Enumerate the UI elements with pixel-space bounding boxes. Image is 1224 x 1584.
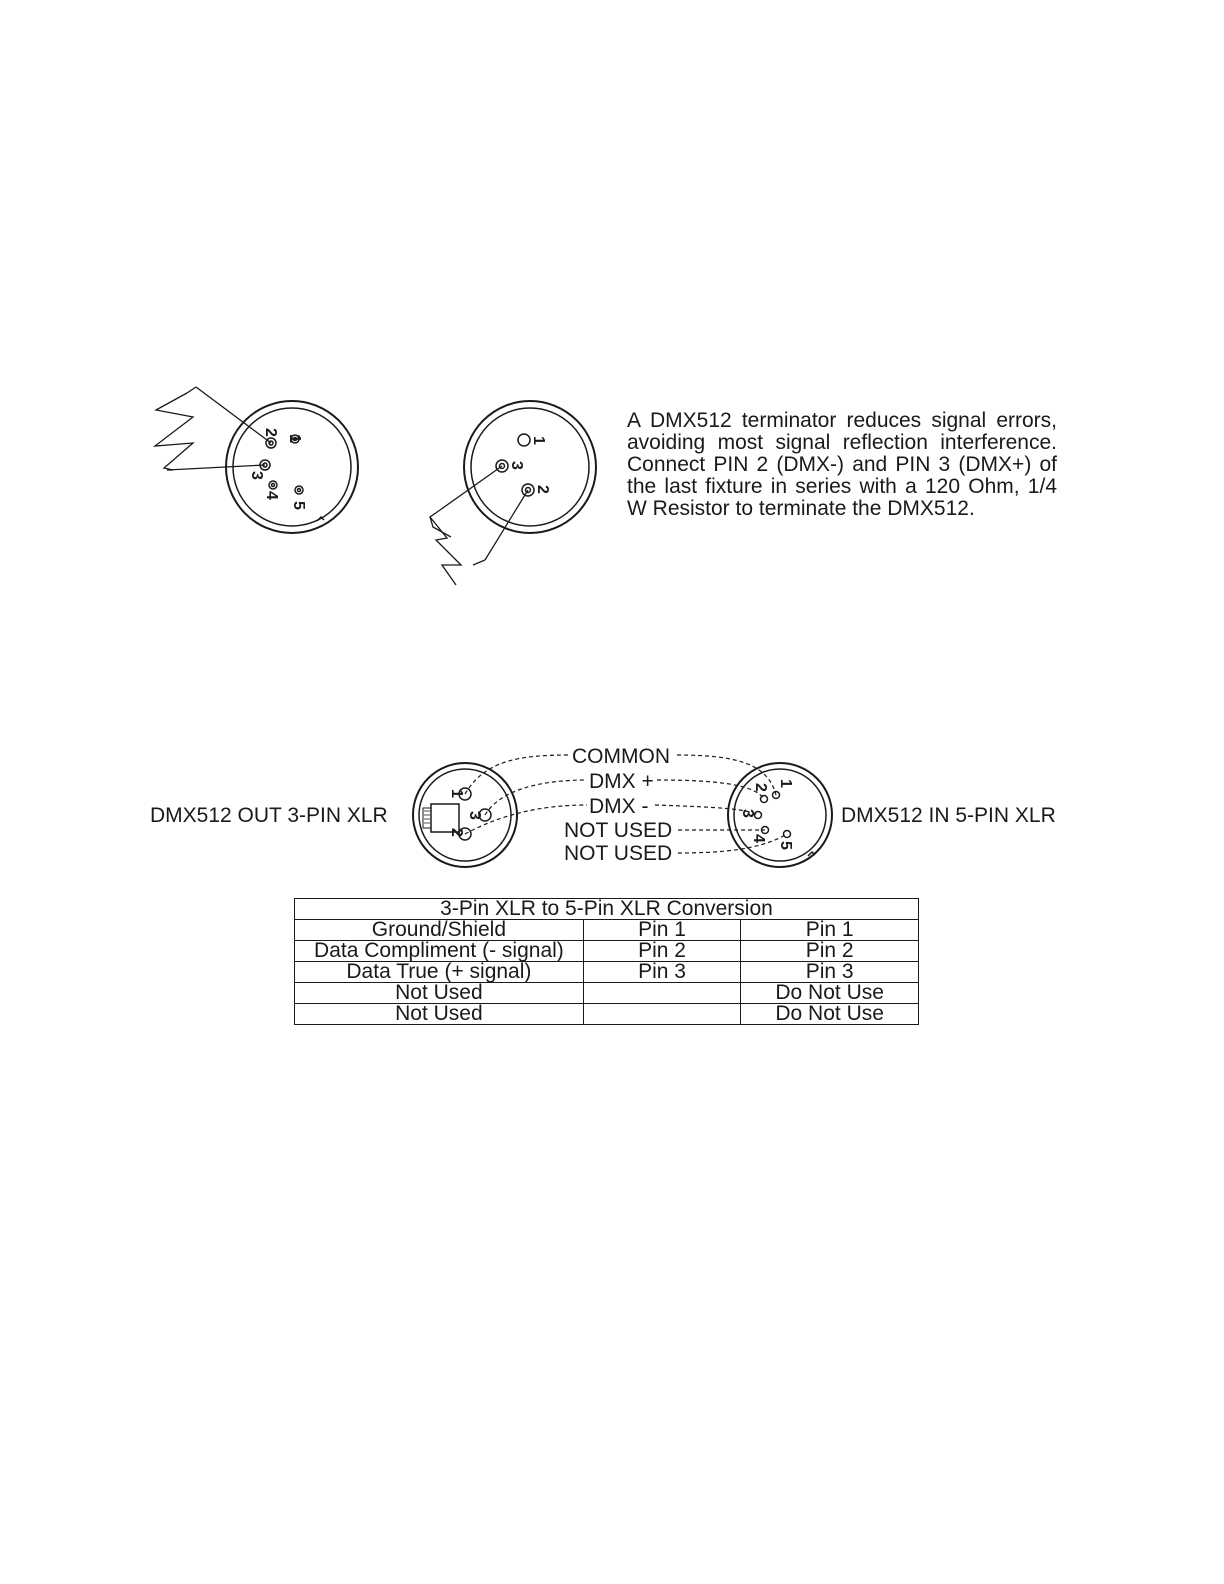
signal-label-dmx-minus: DMX - [589,795,649,818]
table-row [295,962,919,983]
out-pin-label-3: 3 [466,811,483,820]
signal-label-not-used: NOT USED [564,819,673,842]
in-pin-label-4: 4 [750,834,767,843]
conversion-table [294,898,919,1025]
pin-label-3: 3 [508,461,525,470]
table-cell: Pin 3 [583,962,740,983]
table-cell [583,1004,740,1025]
five-pin-connector [155,387,358,533]
table-cell: Pin 1 [741,920,919,941]
table-cell: Not Used [295,983,584,1004]
table-cell: Pin 2 [741,941,919,962]
pin-label-1: 1 [286,434,303,443]
out-3pin-connector [413,763,517,867]
in-pin-label-3: 3 [739,809,756,818]
pin-label-5: 5 [290,501,307,510]
out-pin-label-1: 1 [448,789,465,798]
terminator-description: A DMX512 terminator reduces signal errors, avoiding most signal reflection interference. Connect PIN 2 (DMX-) and PIN 3 (DMX+) of the last fixture in series with a 120 Ohm, 1/4 W Resistor to terminate the DMX512. [627,409,1057,520]
signal-label-common: COMMON [572,745,670,768]
table-row [295,983,919,1004]
in-pin-label-2: 2 [752,783,769,792]
pin-label-3: 3 [248,471,265,480]
xlr-wiring-diagram [140,735,1080,875]
table-cell: Pin 3 [741,962,919,983]
table-title-row [295,899,919,920]
table-cell: Do Not Use [741,983,919,1004]
in-connector-label: DMX512 IN 5-PIN XLR [841,804,1056,827]
table-row [295,941,919,962]
pin-label-4: 4 [263,491,280,500]
terminator-connector-diagram [140,370,600,590]
table-cell: Do Not Use [741,1004,919,1025]
pin-label-1: 1 [530,436,547,445]
in-5pin-connector [728,763,832,867]
in-pin-label-1: 1 [777,779,794,788]
table-cell: Data Compliment (- signal) [295,941,584,962]
table-cell: Data True (+ signal) [295,962,584,983]
table-cell: Ground/Shield [295,920,584,941]
three-pin-connector [430,401,596,585]
signal-label-not-used: NOT USED [564,842,673,865]
signal-label-dmx-plus: DMX + [589,770,654,793]
table-row [295,1004,919,1025]
out-pin-label-2: 2 [448,828,465,837]
table-cell: Pin 2 [583,941,740,962]
table-title: 3-Pin XLR to 5-Pin XLR Conversion [295,899,919,920]
pin-label-2: 2 [534,485,551,494]
table-cell: Pin 1 [583,920,740,941]
out-connector-label: DMX512 OUT 3-PIN XLR [150,804,388,827]
in-pin-label-5: 5 [777,841,794,850]
table-row [295,920,919,941]
table-cell: Not Used [295,1004,584,1025]
table-cell [583,983,740,1004]
pin-label-2: 2 [262,428,279,437]
